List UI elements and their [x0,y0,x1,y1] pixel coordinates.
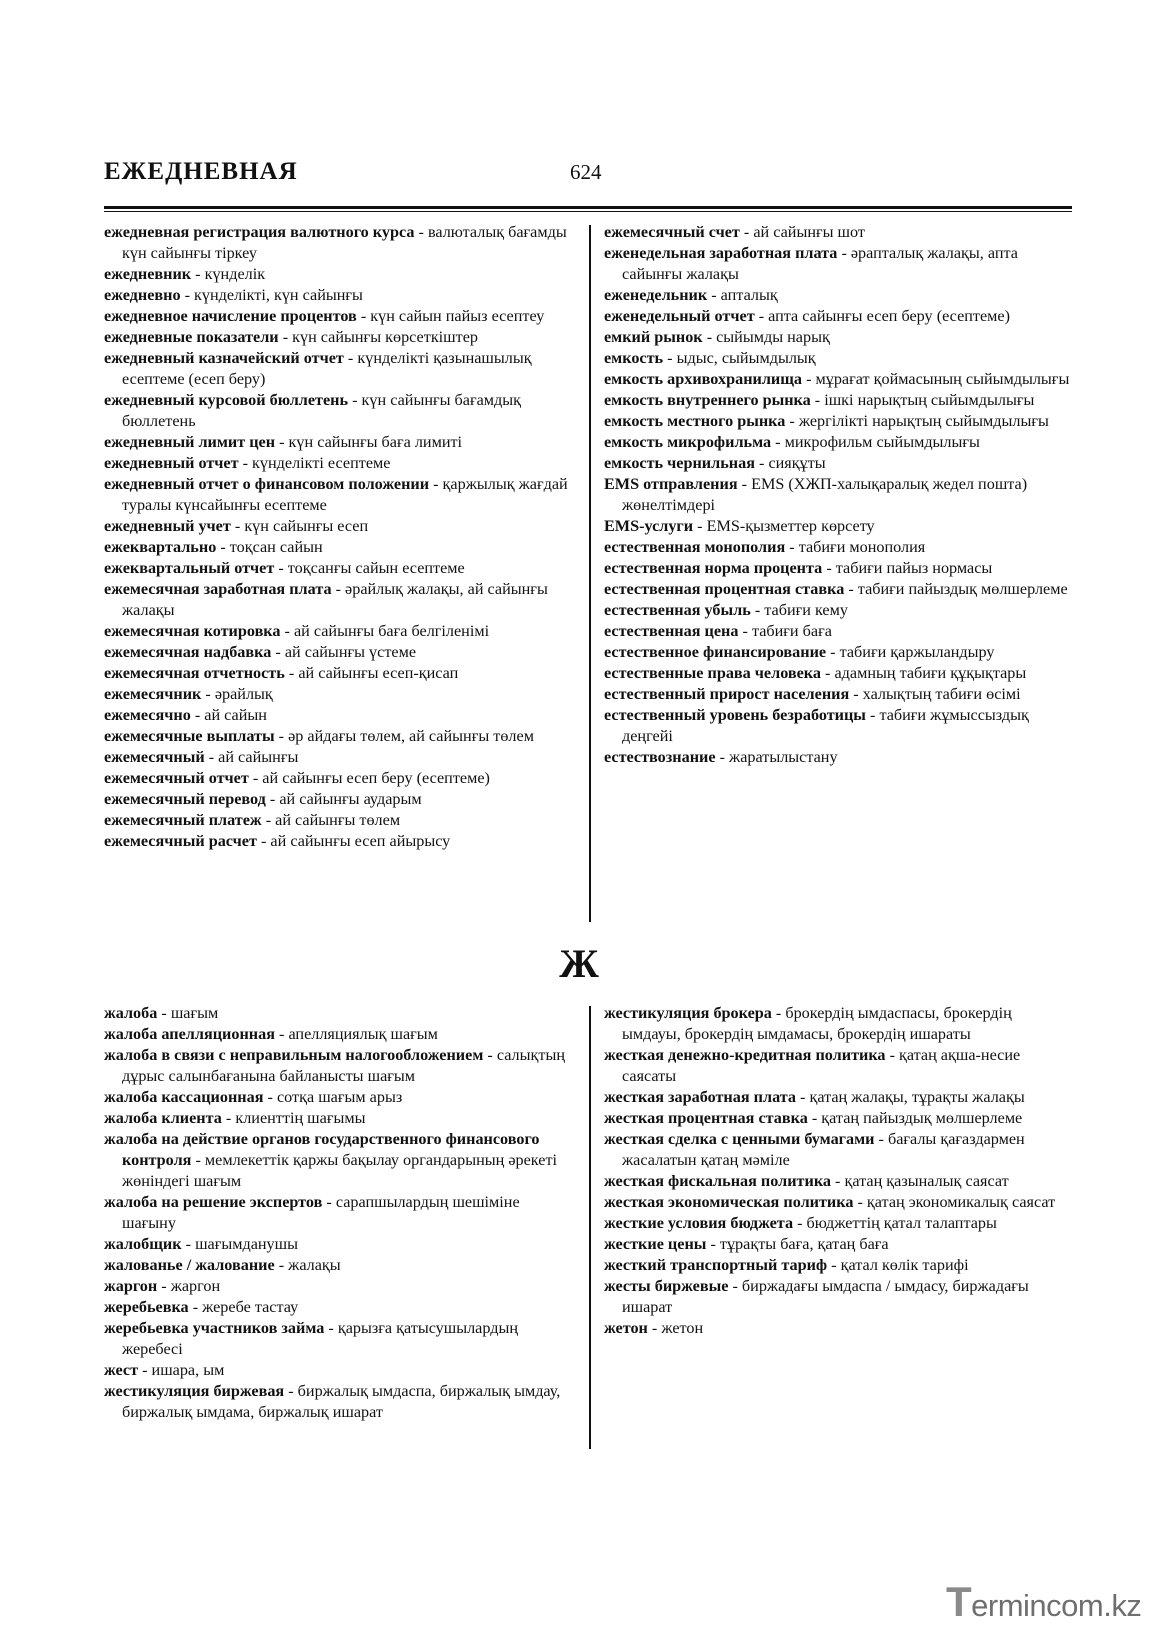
header-rule-thin [104,211,1072,212]
dictionary-entry: жеребьевка - жеребе тастау [104,1298,299,1316]
entry-term: ежедневные показатели [104,328,279,346]
dictionary-entry: жесткая заработная плата - қатаң жалақы, тұрақты жалақы [604,1088,1025,1106]
page-title: ЕЖЕДНЕВНАЯ [104,158,298,185]
column-divider-bottom [589,1006,591,1449]
entry-definition: ай сайынғы есеп беру (есептеме) [262,769,490,787]
dictionary-entry: ежедневно - күнделікті, күн сайынғы [104,286,363,304]
dictionary-entry: жесткая экономическая политика - қатаң экономикалық саясат [604,1193,1056,1211]
entry-term: еженедельник [604,286,708,304]
entry-definition: ай сайынғы есеп айырысу [270,832,451,850]
entry-definition: табиғи жұмыссыздық деңгейі [622,706,1029,745]
entry-term: ежемесячный расчет [104,832,257,850]
dictionary-entry: емкость внутреннего рынка - ішкі нарықтың сыйымдылығы [604,391,1035,409]
entry-definition: ай сайынғы [218,748,299,766]
entry-definition: ай сайын [204,706,267,724]
dictionary-entry: ежемесячно - ай сайын [104,706,267,724]
entry-term: ежедневный учет [104,517,231,535]
entry-definition: жетон [661,1319,704,1337]
entry-term: емкость местного рынка [604,412,786,430]
dictionary-entry: естественный уровень безработицы - табиғи жұмыссыздық деңгейі [604,706,1029,745]
entry-term: естественное финансирование [604,643,827,661]
entry-definition: ішкі нарықтың сыйымдылығы [824,391,1035,409]
entry-term: жесткая денежно-кредитная политика [604,1046,886,1064]
entry-term: жесткая заработная плата [604,1088,796,1106]
entry-term: жалоба кассационная [104,1088,264,1106]
entry-definition: әрайлық жалақы, ай сайынғы жалақы [122,580,548,619]
entry-definition: әр айдағы төлем, ай сайынғы төлем [288,727,534,745]
entry-term: жесткие цены [604,1235,707,1253]
entry-definition: халықтың табиғи өсімі [862,685,1021,703]
entry-definition: ай сайынғы есеп-қисап [298,664,459,682]
entry-term: емкий рынок [604,328,703,346]
dictionary-entry: емкость чернильная - сияқұты [604,454,826,472]
entry-term: естественная цена [604,622,739,640]
dictionary-entry: ежемесячный счет - ай сайынғы шот [604,223,865,241]
dictionary-entry: жесты биржевые - биржадағы ымдаспа / ымдасу, биржадағы ишарат [604,1277,1029,1316]
dictionary-entry: ежедневная регистрация валютного курса - валюталық бағамды күн сайынғы тіркеу [104,223,567,262]
entry-definition: қатаң ақша-несие саясаты [622,1046,1021,1085]
dictionary-entry: естественное финансирование - табиғи қаржыландыру [604,643,995,661]
dictionary-entry: ежемесячный платеж - ай сайынғы төлем [104,811,401,829]
entry-term: ежеквартальный отчет [104,559,275,577]
entry-definition: биржадағы ымдаспа / ымдасу, биржадағы ишарат [622,1277,1029,1316]
dictionary-entry: естественный прирост населения - халықтың табиғи өсімі [604,685,1021,703]
section-letter: Ж [559,941,599,986]
entry-definition: EMS-қызметтер көрсету [706,517,875,535]
entry-definition: жалақы [288,1256,341,1274]
entry-term: ежемесячные выплаты [104,727,275,745]
dictionary-entry: жалобщик - шағымданушы [104,1235,298,1253]
entry-term: жеребьевка [104,1298,189,1316]
entry-term: ежедневник [104,265,192,283]
entry-definition: табиғи пайыздық мөлшерлеме [857,580,1068,598]
dictionary-entry: жестикуляция брокера - брокердің ымдаспасы, брокердің ымдауы, брокердің ымдамасы, брокердің ишараты [604,1004,1012,1043]
dictionary-entry: жесткие цены - тұрақты баға, қатаң баға [604,1235,889,1253]
entry-term: жалоба на действие органов государственного финансового контроля [104,1130,540,1169]
entry-term: ежемесячный платеж [104,811,262,829]
watermark-text: ermincom.kz [971,1588,1142,1623]
dictionary-entry: жест - ишара, ым [104,1361,225,1379]
entry-term: ежеквартально [104,538,217,556]
entries-column-2 [604,222,1074,768]
entries-column-3 [104,1003,574,1423]
entry-definition: қаржылық жағдай туралы күнсайынғы есептеме [122,475,568,514]
dictionary-entry: естественная убыль - табиғи кему [604,601,848,619]
dictionary-entry: ежедневный курсовой бюллетень - күн сайынғы бағамдық бюллетень [104,391,522,430]
entry-term: ежемесячный [104,748,205,766]
entry-definition: микрофильм сыйымдылығы [784,433,980,451]
entry-term: жесткая экономическая политика [604,1193,854,1211]
dictionary-entry: ежемесячный - ай сайынғы [104,748,299,766]
entry-term: жестикуляция биржевая [104,1382,285,1400]
entry-term: ежедневный казначейский отчет [104,349,344,367]
entry-definition: табиғи монополия [798,538,926,556]
dictionary-entry: естествознание - жаратылыстану [604,748,838,766]
entry-definition: ай сайынғы шот [753,223,865,241]
entry-definition: ай сайынғы баға белгіленімі [293,622,490,640]
dictionary-entry: ежедневное начисление процентов - күн сайын пайыз есептеу [104,307,545,325]
entry-term: жесты биржевые [604,1277,729,1295]
entry-definition: әрапталық жалақы, апта сайынғы жалақы [622,244,1018,283]
entry-term: еженедельный отчет [604,307,755,325]
entry-definition: табиғи қаржыландыру [839,643,995,661]
entry-definition: сыйымды нарық [716,328,830,346]
entry-definition: қарызға қатысушылардың жеребесі [122,1319,519,1358]
entry-definition: EMS (ХЖП-халықаралық жедел пошта) жөнелтімдері [622,475,1028,514]
dictionary-entry: еженедельная заработная плата - әрапталық жалақы, апта сайынғы жалақы [604,244,1018,283]
dictionary-entry: жаргон - жаргон [104,1277,221,1295]
dictionary-entry: жесткий транспортный тариф - қатал көлік тарифі [604,1256,969,1274]
entry-definition: табиғи кему [764,601,848,619]
entry-term: естествознание [604,748,716,766]
dictionary-entry: ежемесячный перевод - ай сайынғы аударым [104,790,422,808]
entry-term: естественная норма процента [604,559,823,577]
dictionary-entry: ежедневный казначейский отчет - күнделікті қазынашылық есептеме (есеп беру) [104,349,532,388]
entry-definition: клиенттің шағымы [235,1109,366,1127]
entry-term: ежемесячный отчет [104,769,249,787]
entry-term: ежемесячно [104,706,191,724]
dictionary-entry: жалоба на действие органов государственного финансового контроля - мемлекеттік қаржы бақылау органдарының әрекеті жөніндегі шағым [104,1130,558,1190]
entry-definition: қатаң қазыналық саясат [844,1172,1009,1190]
entries-column-1 [104,222,574,852]
entry-definition: бағалы қағаздармен жасалатын қатаң мәміле [622,1130,1025,1169]
entry-term: естественные права человека [604,664,821,682]
entry-term: ежедневное начисление процентов [104,307,357,325]
entry-definition: қатаң жалақы, тұрақты жалақы [809,1088,1025,1106]
dictionary-entry: еженедельный отчет - апта сайынғы есеп беру (есептеме) [604,307,1010,325]
entry-definition: тоқсанғы сайын есептеме [287,559,465,577]
dictionary-entry: жестикуляция биржевая - биржалық ымдаспа, биржалық ымдау, биржалық ымдама, биржалық ишарат [104,1382,561,1421]
dictionary-entry: естественная цена - табиғи баға [604,622,832,640]
entry-term: жестикуляция брокера [604,1004,772,1022]
entry-definition: жергілікті нарықтың сыйымдылығы [798,412,1049,430]
dictionary-entry: жалоба - шағым [104,1004,219,1022]
dictionary-entry: жеребьевка участников займа - қарызға қатысушылардың жеребесі [104,1319,519,1358]
entry-definition: күн сайынғы көрсеткіштер [292,328,478,346]
dictionary-entry: жалоба клиента - клиенттің шағымы [104,1109,366,1127]
entry-definition: қатаң экономикалық саясат [866,1193,1056,1211]
entry-definition: сарапшылардың шешіміне шағыну [122,1193,520,1232]
dictionary-entry: жалоба на решение экспертов - сарапшылардың шешіміне шағыну [104,1193,520,1232]
dictionary-entry: жалоба кассационная - сотқа шағым арыз [104,1088,403,1106]
dictionary-entry: жалоба в связи с неправильным налогообложением - салықтың дұрыс салынбағанына байланысты шағым [104,1046,565,1085]
dictionary-entry: жесткая фискальная политика - қатаң қазыналық саясат [604,1172,1009,1190]
entry-term: емкость внутреннего рынка [604,391,811,409]
entry-definition: ишара, ым [151,1361,225,1379]
entry-term: жалоба [104,1004,158,1022]
entry-term: емкость [604,349,664,367]
entry-term: жесткая процентная ставка [604,1109,808,1127]
entry-definition: күн сайынғы баға лимиті [288,433,463,451]
entry-definition: апта сайынғы есеп беру (есептеме) [768,307,1010,325]
entry-term: ежедневная регистрация валютного курса [104,223,415,241]
dictionary-entry: ежедневный лимит цен - күн сайынғы баға лимиті [104,433,463,451]
entry-term: жалобщик [104,1235,182,1253]
entry-term: EMS-услуги [604,517,694,535]
header-rule-thick [104,206,1072,209]
entry-definition: күнделікті есептеме [252,454,391,472]
entry-definition: тұрақты баға, қатаң баға [719,1235,889,1253]
entry-definition: қатаң пайыздық мөлшерлеме [821,1109,1023,1127]
dictionary-entry: естественная процентная ставка - табиғи пайыздық мөлшерлеме [604,580,1068,598]
dictionary-entry: EMS-услуги - EMS-қызметтер көрсету [604,517,875,535]
entry-definition: күн сайынғы есеп [244,517,369,535]
dictionary-entry: ежемесячный расчет - ай сайынғы есеп айырысу [104,832,451,850]
entry-term: емкость архивохранилища [604,370,803,388]
entry-definition: сияқұты [768,454,826,472]
entry-definition: биржалық ымдаспа, биржалық ымдау, биржалық ымдама, биржалық ишарат [122,1382,561,1421]
entry-definition: жаратылыстану [729,748,838,766]
entry-term: естественная убыль [604,601,751,619]
dictionary-entry: жесткая процентная ставка - қатаң пайыздық мөлшерлеме [604,1109,1023,1127]
entry-definition: табиғи баға [751,622,832,640]
dictionary-entry: ежемесячная отчетность - ай сайынғы есеп-қисап [104,664,459,682]
dictionary-entry: естественная норма процента - табиғи пайыз нормасы [604,559,993,577]
dictionary-entry: жесткие условия бюджета - бюджеттің қатал талаптары [604,1214,997,1232]
entry-definition: апелляциялық шағым [288,1025,438,1043]
entry-definition: ыдыс, сыйымдылық [676,349,816,367]
dictionary-entry: ежемесячная котировка - ай сайынғы баға белгіленімі [104,622,490,640]
entry-definition: күнделікті қазынашылық есептеме (есеп беру) [122,349,532,388]
entry-term: жеребьевка участников займа [104,1319,325,1337]
entry-term: жесткие условия бюджета [604,1214,794,1232]
entry-term: жалоба клиента [104,1109,222,1127]
dictionary-entry: ежедневный отчет - күнделікті есептеме [104,454,391,472]
entry-definition: адамның табиғи құқықтары [834,664,1027,682]
entry-term: ежемесячная надбавка [104,643,272,661]
entry-definition: күнделікті, күн сайынғы [194,286,363,304]
dictionary-entry: ежедневный отчет о финансовом положении - қаржылық жағдай туралы күнсайынғы есептеме [104,475,568,514]
entry-term: естественный прирост населения [604,685,850,703]
entry-term: еженедельная заработная плата [604,244,838,262]
dictionary-entry: еженедельник - апталық [604,286,778,304]
entry-definition: ай сайынғы төлем [275,811,401,829]
entry-term: жалоба в связи с неправильным налогообложением [104,1046,484,1064]
entry-definition: әрайлық [214,685,273,703]
entry-term: ежемесячная отчетность [104,664,285,682]
entry-definition: валюталық бағамды күн сайынғы тіркеу [122,223,567,262]
dictionary-entry: ежедневник - күнделік [104,265,266,283]
entry-definition: сотқа шағым арыз [276,1088,403,1106]
dictionary-entry: ежемесячный отчет - ай сайынғы есеп беру (есептеме) [104,769,490,787]
entry-term: естественный уровень безработицы [604,706,866,724]
dictionary-entry: жалоба апелляционная - апелляциялық шағым [104,1025,438,1043]
entry-term: ежемесячный перевод [104,790,266,808]
dictionary-entry: ежемесячная заработная плата - әрайлық жалақы, ай сайынғы жалақы [104,580,548,619]
entry-term: ежемесячный счет [604,223,740,241]
entry-definition: табиғи пайыз нормасы [835,559,993,577]
entry-term: жесткий транспортный тариф [604,1256,828,1274]
dictionary-entry: ежеквартально - тоқсан сайын [104,538,323,556]
dictionary-entry: емкий рынок - сыйымды нарық [604,328,830,346]
entry-term: жесткая сделка с ценными бумагами [604,1130,875,1148]
entry-definition: күнделік [204,265,266,283]
entry-term: емкость микрофильма [604,433,772,451]
entry-definition: тоқсан сайын [229,538,323,556]
entry-definition: ай сайынғы аударым [279,790,422,808]
dictionary-entry: ежеквартальный отчет - тоқсанғы сайын есептеме [104,559,465,577]
entry-term: ежемесячник [104,685,202,703]
dictionary-entry: ежемесячник - әрайлық [104,685,273,703]
dictionary-entry: жетон - жетон [604,1319,704,1337]
dictionary-entry: ежедневные показатели - күн сайынғы көрсеткіштер [104,328,478,346]
entry-term: жесткая фискальная политика [604,1172,831,1190]
entry-term: естественная процентная ставка [604,580,845,598]
entry-term: EMS отправления [604,475,738,493]
entry-term: ежедневно [104,286,181,304]
entry-term: ежемесячная заработная плата [104,580,332,598]
entry-term: жест [104,1361,139,1379]
dictionary-entry: емкость - ыдыс, сыйымдылық [604,349,816,367]
entry-definition: шағым [170,1004,219,1022]
entry-definition: жеребе тастау [202,1298,299,1316]
entry-term: жалоба на решение экспертов [104,1193,323,1211]
dictionary-entry: естественные права человека - адамның табиғи құқықтары [604,664,1027,682]
entry-term: жаргон [104,1277,158,1295]
entry-definition: салықтың дұрыс салынбағанына байланысты шағым [122,1046,565,1085]
entry-term: ежедневный отчет о финансовом положении [104,475,430,493]
dictionary-entry: ежедневный учет - күн сайынғы есеп [104,517,369,535]
entry-term: жалованье / жалование [104,1256,275,1274]
dictionary-entry: емкость микрофильма - микрофильм сыйымдылығы [604,433,980,451]
entry-term: жетон [604,1319,648,1337]
entry-term: естественная монополия [604,538,786,556]
entry-term: ежедневный лимит цен [104,433,276,451]
page-number: 624 [570,160,602,184]
entry-definition: апталық [720,286,778,304]
entry-term: ежедневный курсовой бюллетень [104,391,349,409]
entry-definition: мемлекеттік қаржы бақылау органдарының әрекеті жөніндегі шағым [122,1151,558,1190]
entries-column-4 [604,1003,1074,1339]
entry-definition: күн сайын пайыз есептеу [370,307,545,325]
entry-definition: қатал көлік тарифі [840,1256,969,1274]
dictionary-entry: естественная монополия - табиғи монополия [604,538,926,556]
dictionary-entry: емкость местного рынка - жергілікті нарықтың сыйымдылығы [604,412,1049,430]
entry-term: жалоба апелляционная [104,1025,275,1043]
entry-definition: мұрағат қоймасының сыйымдылығы [815,370,1070,388]
dictionary-entry: жесткая сделка с ценными бумагами - бағалы қағаздармен жасалатын қатаң мәміле [604,1130,1025,1169]
watermark-t: T [946,1578,972,1625]
entry-term: емкость чернильная [604,454,755,472]
dictionary-entry: емкость архивохранилища - мұрағат қоймасының сыйымдылығы [604,370,1070,388]
entry-term: ежемесячная котировка [104,622,281,640]
entry-definition: бюджеттің қатал талаптары [806,1214,997,1232]
dictionary-entry: ежемесячные выплаты - әр айдағы төлем, ай сайынғы төлем [104,727,534,745]
dictionary-entry: жесткая денежно-кредитная политика - қатаң ақша-несие саясаты [604,1046,1021,1085]
entry-term: ежедневный отчет [104,454,239,472]
entry-definition: шағымданушы [195,1235,298,1253]
entry-definition: брокердің ымдаспасы, брокердің ымдауы, брокердің ымдамасы, брокердің ишараты [622,1004,1012,1043]
entry-definition: күн сайынғы бағамдық бюллетень [122,391,522,430]
dictionary-entry: жалованье / жалование - жалақы [104,1256,341,1274]
dictionary-entry: ежемесячная надбавка - ай сайынғы үстеме [104,643,417,661]
entry-definition: ай сайынғы үстеме [284,643,417,661]
watermark-logo [946,1578,1141,1626]
column-divider-top [589,225,591,922]
dictionary-entry: EMS отправления - EMS (ХЖП-халықаралық жедел пошта) жөнелтімдері [604,475,1028,514]
entry-definition: жаргон [170,1277,221,1295]
